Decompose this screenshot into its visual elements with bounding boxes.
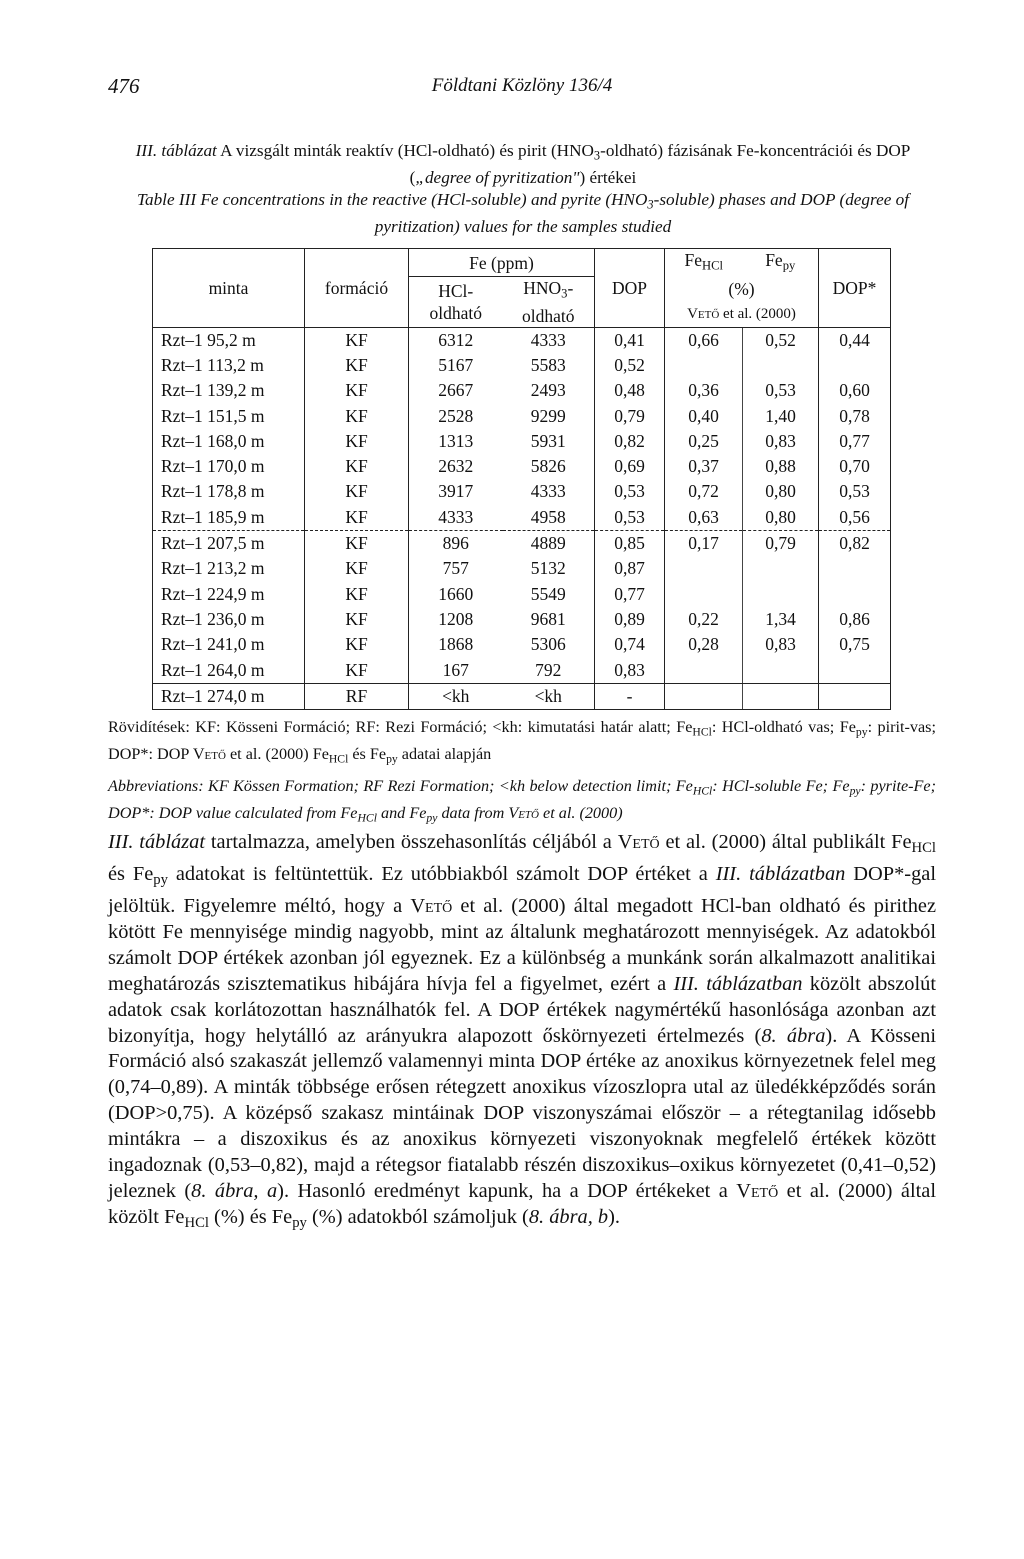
cell-hcl: 1868 xyxy=(409,632,503,657)
cell-dop-star: 0,82 xyxy=(819,530,891,556)
cell-minta: Rzt–1 207,5 m xyxy=(153,530,305,556)
cell-hno3: 4333 xyxy=(530,329,566,350)
cell-fe-hcl xyxy=(665,353,743,378)
cell-minta: Rzt–1 178,8 m xyxy=(153,479,305,504)
cell-formacio: KF xyxy=(305,353,409,378)
cell-dop: 0,53 xyxy=(595,479,665,504)
header-veto-ref: Vető et al. (2000) xyxy=(665,301,819,327)
cell-fe-hcl: 0,40 xyxy=(665,403,743,428)
header-hcl-oldhato: HCl- oldható xyxy=(409,277,503,328)
cell-hcl: 757 xyxy=(409,556,503,581)
body-text: III. táblázat tartalmazza, amelyben összehasonlítás céljából a Vető et al. (2000) által publikált $Fe_{HCl}$ és $Fe_{py}$ adatokat is feltüntettük. Ez utóbbiakból számolt DOP értéket a III. táblázatban DOP*-gal jelöltük. Figyelemre méltó, hogy a Vető et al. (2000) által megadott HCl-ban oldható és pirithez kötött Fe mennyisége mindig nagyobb, mint az általunk meghatározott mennyiségek. Az adatokból számolt DOP értékek azonban jól egyeznek. Ez a különbség a munkánk során alkalmazott analitikai meghatározás szisztematikus hibájára hívja fel a figyelmet, ezért a III. táblázatban közölt abszolút adatok csak korlátozottan használhatók fel. A DOP értékek nagymértékű hasonlósága azonban azt bizonyítja, hogy helytálló az arányukra alapozott őskörnyezeti értelmezés (8. ábra). A Kösseni Formáció alsó szakaszát jellemző valamennyi minta DOP értéke az anoxikus környezetnek felel meg (0,74–0,89). A minták többsége erősen rétegzett anoxikus vízoszlopra utal az üledékképződés során (DOP>0,75). A középső szakasz mintáinak DOP viszonyszámai először – a rétegtanilag idősebb mintákra – a diszoxikus és az anoxikus környezeti viszonyoknak megfelelő értékek között ingadoznak (0,53–0,82), majd a rétegsor fiatalabb részén diszoxikus–oxikus környezetet (0,41–0,52) jeleznek (8. ábra, a). Hasonló eredményt kapunk, ha a DOP értékeket a Vető et al. (2000) által közölt $Fe_{HCl}$ (%) és $Fe_{py}$ (%) adatokból számoljuk (8. ábra, b). xyxy=(108,831,937,1232)
journal-title: Földtani Közlöny 136/4 xyxy=(431,75,613,96)
cell-dop-star: 0,77 xyxy=(819,429,891,454)
table-row xyxy=(153,632,891,657)
cell-dop: - xyxy=(595,683,665,709)
cell-fe-py xyxy=(743,353,819,378)
cell-hno3: 5583 xyxy=(530,354,566,375)
cell-formacio: KF xyxy=(305,479,409,504)
cell-hcl: 6312 xyxy=(409,327,503,353)
cell-fe-hcl: 0,22 xyxy=(665,607,743,632)
cell-dop-star: 0,44 xyxy=(819,327,891,353)
running-header xyxy=(108,74,936,104)
cell-dop: 0,48 xyxy=(595,378,665,403)
abbreviations xyxy=(108,716,936,829)
cell-dop: 0,74 xyxy=(595,632,665,657)
cell-dop: 0,85 xyxy=(595,530,665,556)
data-table xyxy=(152,248,891,710)
table-row xyxy=(153,479,891,504)
table-row xyxy=(153,505,891,531)
cell-formacio: KF xyxy=(305,582,409,607)
cell-fe-py: 0,83 xyxy=(743,632,819,657)
cell-fe-py: 0,88 xyxy=(743,454,819,479)
cell-fe-py xyxy=(743,582,819,607)
cell-dop-star: 0,53 xyxy=(819,479,891,504)
header-formacio: formáció xyxy=(305,249,409,328)
cell-fe-py: 0,83 xyxy=(743,429,819,454)
cell-dop-star xyxy=(819,353,891,378)
cell-hno3: 5826 xyxy=(530,456,566,477)
header-fe-py: $Fe_{py}$ xyxy=(743,249,819,277)
cell-hcl: 896 xyxy=(409,530,503,556)
cell-dop: 0,87 xyxy=(595,556,665,581)
cell-hno3: 5931 xyxy=(530,430,566,451)
cell-fe-hcl xyxy=(665,556,743,581)
cell-hno3: 9681 xyxy=(530,608,566,629)
abbreviations-hungarian: Rövidítések: KF: Kösseni Formáció; RF: Rezi Formáció; <kh: kimutatási határ alatt; $Fe_{HCl}$: HCl-oldható vas; $Fe_{py}$: pirit-vas; DOP*: DOP Vető et al. (2000) $Fe_{HCl}$ és $Fe_{py}$ adatai alapján xyxy=(108,718,936,766)
cell-hcl: 167 xyxy=(409,657,503,683)
header-minta: minta xyxy=(153,249,305,328)
cell-dop: 0,69 xyxy=(595,454,665,479)
cell-dop-star: 0,70 xyxy=(819,454,891,479)
cell-hcl: 1660 xyxy=(409,582,503,607)
cell-hno3: 9299 xyxy=(530,405,566,426)
caption-text: A vizsgált minták reaktív (HCl-oldható) és pirit (HNO xyxy=(216,141,594,160)
cell-fe-py: 0,52 xyxy=(743,327,819,353)
cell-minta: Rzt–1 95,2 m xyxy=(153,327,305,353)
abbreviations-english: Abbreviations: KF Kössen Formation; RF Rezi Formation; <kh below detection limit; $Fe_{HCl}$: HCl-soluble Fe; $Fe_{py}$: pyrite-Fe; DOP*: DOP value calculated from $Fe_{HCl}$ and $Fe_{py}$ data from Vető et al. (2000) xyxy=(108,776,936,825)
cell-hno3: 4958 xyxy=(503,505,595,531)
cell-hno3: 5306 xyxy=(530,634,566,655)
cell-formacio: KF xyxy=(305,327,409,353)
table-row xyxy=(153,530,891,556)
cell-hno3: <kh xyxy=(503,683,595,709)
cell-hno3: 792 xyxy=(503,657,595,683)
cell-fe-hcl: 0,63 xyxy=(665,505,743,531)
caption-hungarian xyxy=(108,140,938,189)
caption-text: -soluble) phases and DOP (degree of pyritization) values for the samples studied xyxy=(374,190,909,237)
cell-fe-hcl: 0,28 xyxy=(665,632,743,657)
caption-subscript: 3 xyxy=(593,148,601,163)
cell-fe-py: 0,53 xyxy=(743,378,819,403)
cell-hcl: 2667 xyxy=(409,378,503,403)
cell-minta: Rzt–1 185,9 m xyxy=(153,505,305,531)
table-row xyxy=(153,556,891,581)
cell-fe-hcl: 0,66 xyxy=(665,327,743,353)
cell-dop: 0,77 xyxy=(595,582,665,607)
cell-minta: Rzt–1 236,0 m xyxy=(153,607,305,632)
cell-fe-hcl: 0,25 xyxy=(665,429,743,454)
table-row xyxy=(153,429,891,454)
cell-minta: Rzt–1 151,5 m xyxy=(153,403,305,428)
cell-hno3: 5549 xyxy=(530,583,566,604)
cell-formacio: KF xyxy=(305,607,409,632)
cell-fe-py: 1,40 xyxy=(743,403,819,428)
cell-dop-star xyxy=(819,657,891,683)
cell-fe-hcl: 0,37 xyxy=(665,454,743,479)
cell-dop: 0,82 xyxy=(595,429,665,454)
table-body xyxy=(153,327,891,709)
cell-dop-star: 0,56 xyxy=(819,505,891,531)
cell-formacio: KF xyxy=(305,530,409,556)
table-row xyxy=(153,454,891,479)
cell-fe-hcl xyxy=(665,582,743,607)
cell-fe-hcl xyxy=(665,683,743,709)
header-hno3-oldhato: $HNO_3-$ oldható xyxy=(503,277,595,328)
cell-fe-hcl: 0,17 xyxy=(665,530,743,556)
cell-hcl: 5167 xyxy=(409,353,503,378)
cell-hcl: 1208 xyxy=(409,607,503,632)
cell-formacio: RF xyxy=(305,683,409,709)
cell-minta: Rzt–1 274,0 m xyxy=(153,683,305,709)
table-row xyxy=(153,403,891,428)
table-caption xyxy=(108,140,938,239)
cell-formacio: KF xyxy=(305,632,409,657)
cell-hno3: 5132 xyxy=(530,558,566,579)
header-dop-star: DOP* xyxy=(819,249,891,328)
caption-label: III. táblázat xyxy=(135,141,217,160)
cell-dop: 0,53 xyxy=(595,505,665,531)
cell-fe-py: 0,80 xyxy=(743,505,819,531)
cell-fe-hcl xyxy=(665,657,743,683)
caption-subscript: 3 xyxy=(647,197,654,212)
cell-fe-py: 1,34 xyxy=(743,607,819,632)
table-row xyxy=(153,657,891,683)
cell-hcl: 4333 xyxy=(409,505,503,531)
cell-formacio: KF xyxy=(305,505,409,531)
caption-text: ) értékei xyxy=(579,167,637,187)
cell-hno3: 4333 xyxy=(530,481,566,502)
cell-hcl: 3917 xyxy=(409,479,503,504)
cell-minta: Rzt–1 170,0 m xyxy=(153,454,305,479)
cell-dop-star: 0,78 xyxy=(819,403,891,428)
cell-dop-star xyxy=(819,582,891,607)
cell-fe-hcl: 0,36 xyxy=(665,378,743,403)
cell-formacio: KF xyxy=(305,556,409,581)
caption-text: -oldható) fázisának Fe-koncentrációi és DOP ( xyxy=(409,141,911,187)
cell-minta: Rzt–1 139,2 m xyxy=(153,378,305,403)
table-row xyxy=(153,683,891,709)
cell-fe-py: 0,80 xyxy=(743,479,819,504)
page-number: 476 xyxy=(108,74,140,98)
body-paragraph xyxy=(108,830,936,1237)
cell-dop: 0,79 xyxy=(595,403,665,428)
cell-fe-py xyxy=(743,556,819,581)
caption-english xyxy=(108,189,938,238)
cell-dop: 0,83 xyxy=(595,657,665,683)
cell-minta: Rzt–1 213,2 m xyxy=(153,556,305,581)
cell-hcl: 2528 xyxy=(409,403,503,428)
table-row xyxy=(153,378,891,403)
cell-dop: 0,52 xyxy=(595,353,665,378)
table-row xyxy=(153,327,891,353)
caption-italic: „degree of pyritization" xyxy=(415,167,580,187)
header-fe-hcl: $Fe_{HCl}$ xyxy=(665,249,743,277)
cell-formacio: KF xyxy=(305,454,409,479)
cell-hno3: 2493 xyxy=(530,380,566,401)
header-dop: DOP xyxy=(595,249,665,328)
cell-minta: Rzt–1 113,2 m xyxy=(153,353,305,378)
cell-fe-py xyxy=(743,657,819,683)
cell-dop-star: 0,75 xyxy=(819,632,891,657)
cell-hcl: 2632 xyxy=(409,454,503,479)
table-row xyxy=(153,607,891,632)
cell-formacio: KF xyxy=(305,403,409,428)
cell-hno3: 4889 xyxy=(530,533,566,554)
cell-hcl: 1313 xyxy=(409,429,503,454)
cell-minta: Rzt–1 264,0 m xyxy=(153,657,305,683)
cell-dop: 0,41 xyxy=(595,327,665,353)
cell-dop-star xyxy=(819,556,891,581)
cell-dop-star xyxy=(819,683,891,709)
cell-dop-star: 0,86 xyxy=(819,607,891,632)
cell-fe-hcl: 0,72 xyxy=(665,479,743,504)
cell-hcl: <kh xyxy=(409,683,503,709)
cell-formacio: KF xyxy=(305,657,409,683)
table-row xyxy=(153,582,891,607)
cell-minta: Rzt–1 168,0 m xyxy=(153,429,305,454)
caption-text: Table III Fe concentrations in the reactive (HCl-soluble) and pyrite (HNO xyxy=(137,190,648,210)
header-percent: (%) xyxy=(665,277,819,302)
cell-fe-py: 0,79 xyxy=(743,530,819,556)
cell-minta: Rzt–1 241,0 m xyxy=(153,632,305,657)
cell-minta: Rzt–1 224,9 m xyxy=(153,582,305,607)
cell-fe-py xyxy=(743,683,819,709)
table-row xyxy=(153,353,891,378)
cell-formacio: KF xyxy=(305,378,409,403)
cell-dop: 0,89 xyxy=(595,607,665,632)
header-fe-ppm: Fe (ppm) xyxy=(409,249,595,277)
cell-formacio: KF xyxy=(305,429,409,454)
cell-dop-star: 0,60 xyxy=(819,378,891,403)
